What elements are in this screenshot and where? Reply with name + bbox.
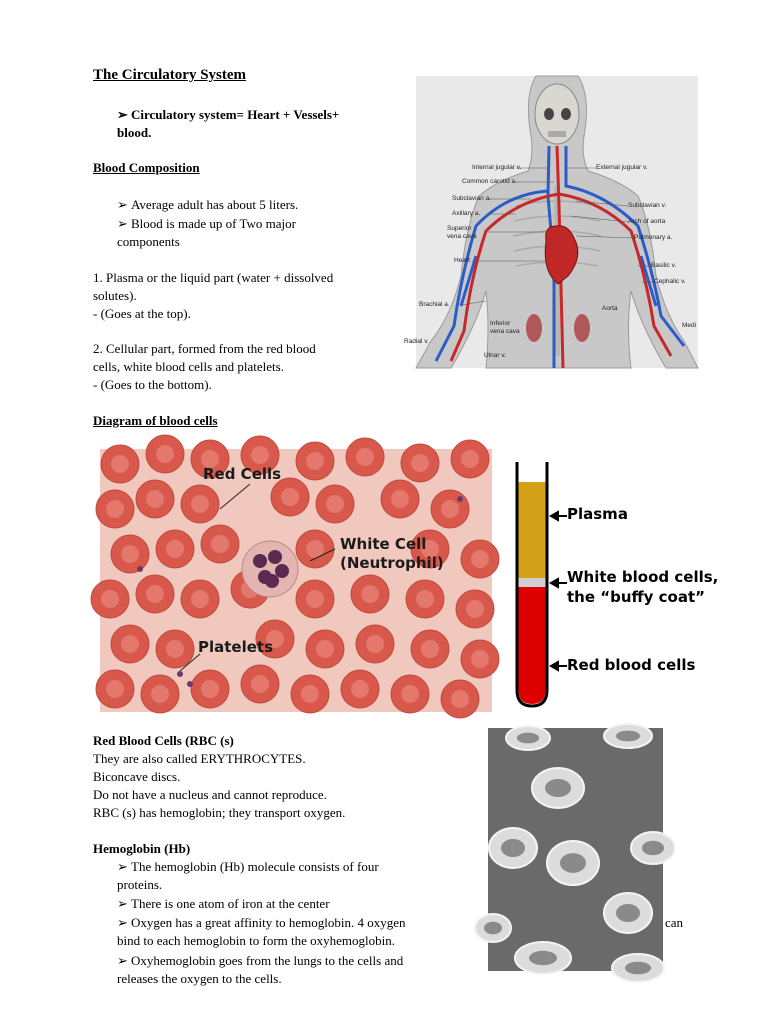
label-red-cells: Red Cells [203, 465, 282, 483]
label-cephalic: Cephalic v. [654, 278, 686, 285]
composition-bullet-1 [117, 196, 298, 214]
label-heart: Heart [454, 257, 470, 264]
hb-bullet-1 [117, 858, 379, 876]
biconcave-discs [488, 728, 663, 971]
hb-bullet-4-text: Oxyhemoglobin goes from the lungs to the cells and [131, 953, 404, 968]
label-aorta: Aorta [602, 305, 618, 312]
hb-bullet-3 [117, 914, 406, 932]
neutrophil-cell [242, 541, 298, 597]
label-subclavian-a: Subclavian a. [452, 195, 492, 202]
label-platelets: Platelets [198, 638, 274, 656]
intro-bullet [117, 106, 339, 124]
red-cell-layer [519, 587, 546, 704]
label-neutrophil: (Neutrophil) [340, 554, 444, 572]
hb-bullet-1-text: The hemoglobin (Hb) molecule consists of four [131, 859, 379, 874]
composition-bullet-2 [117, 215, 296, 233]
buffy-coat-layer [519, 578, 546, 587]
red-cells-field [100, 449, 492, 712]
label-wbc: White blood cells, [567, 568, 719, 586]
plasma-item: 1. Plasma or the liquid part (water + dissolved [93, 270, 334, 285]
arrow-bullet-icon: ➢ [117, 896, 128, 911]
label-superior-vena-cava: Superior [447, 225, 472, 232]
label-axillary: Axillary a. [452, 210, 481, 217]
diagram-heading: Diagram of blood cells [93, 413, 218, 428]
plasma-item-cont: solutes). [93, 288, 137, 303]
hb-bullet-2 [117, 895, 330, 913]
label-basilic: Basilic v. [651, 262, 677, 269]
plasma-layer [519, 482, 546, 578]
hb-bullet-1-cont: proteins. [117, 877, 163, 892]
rbc-sem-image [488, 728, 663, 971]
intro-bullet-text: Circulatory system= Heart + Vessels+ [131, 107, 340, 122]
intro-bullet-cont: blood. [117, 125, 152, 140]
cellular-item-note: - (Goes to the bottom). [93, 377, 212, 392]
rbc-line-3: Do not have a nucleus and cannot reproduce. [93, 787, 327, 802]
label-brachial: Brachial a. [419, 301, 450, 308]
hb-bullet-3-tail: can [665, 915, 684, 930]
composition-bullet-2-text: Blood is made up of Two major [131, 216, 296, 231]
label-common-carotid: Common carotid a. [462, 178, 517, 185]
rbc-line-1: They are also called ERYTHROCYTES. [93, 751, 306, 766]
label-inferior-vena-cava: Inferior [490, 320, 511, 327]
arrow-bullet-icon: ➢ [117, 216, 128, 231]
centrifuge-tube-figure [505, 462, 719, 710]
arrow-bullet-icon: ➢ [117, 915, 128, 930]
hb-bullet-4 [117, 952, 403, 970]
label-superior-vena-cava-2: vena cava [447, 233, 477, 240]
hb-bullet-4-cont: releases the oxygen to the cells. [117, 971, 282, 986]
cellular-item: 2. Cellular part, formed from the red blood [93, 341, 316, 356]
hb-bullet-2-text: There is one atom of iron at the center [131, 896, 330, 911]
page-title: The Circulatory System [93, 67, 247, 83]
hemoglobin-heading: Hemoglobin (Hb) [93, 841, 191, 856]
label-inferior-vena-cava-2: vena cava [490, 328, 520, 335]
rbc-line-2: Biconcave discs. [93, 769, 181, 784]
arrow-bullet-icon: ➢ [117, 197, 128, 212]
cellular-item-cont: cells, white blood cells and platelets. [93, 359, 284, 374]
label-radial: Radial v. [404, 338, 429, 345]
arrow-bullet-icon: ➢ [117, 953, 128, 968]
rbc-line-4: RBC (s) has hemoglobin; they transport oxygen. [93, 805, 346, 820]
label-subclavian-v: Subclavian v. [628, 202, 667, 209]
plasma-item-note: - (Goes at the top). [93, 306, 191, 321]
arrow-bullet-icon: ➢ [117, 859, 128, 874]
label-ulnar: Ulnar v. [484, 352, 506, 359]
label-medi: Medi [682, 322, 697, 329]
label-white-cell: White Cell [340, 535, 427, 553]
label-internal-jugular: Internal jugular v. [472, 164, 522, 171]
label-plasma: Plasma [567, 505, 628, 523]
blood-smear-image [100, 449, 492, 712]
hb-bullet-3-cont: bind to each hemoglobin to form the oxyhemoglobin. [117, 933, 396, 948]
label-buffy-coat: the “buffy coat” [567, 588, 706, 606]
composition-bullet-2-cont: components [117, 234, 180, 249]
blood-composition-heading: Blood Composition [93, 160, 200, 175]
circulatory-anatomy-figure [404, 76, 698, 368]
label-rbc: Red blood cells [567, 656, 696, 674]
arrow-bullet-icon: ➢ [117, 107, 128, 122]
label-external-jugular: External jugular v. [596, 164, 648, 171]
rbc-heading: Red Blood Cells (RBC (s) [93, 733, 234, 748]
composition-bullet-1-text: Average adult has about 5 liters. [131, 197, 299, 212]
hb-bullet-3-text: Oxygen has a great affinity to hemoglobin. 4 oxygen [131, 915, 406, 930]
label-pulmonary: Pulmonary a. [634, 234, 673, 241]
label-arch-aorta: Arch of aorta [628, 218, 666, 225]
